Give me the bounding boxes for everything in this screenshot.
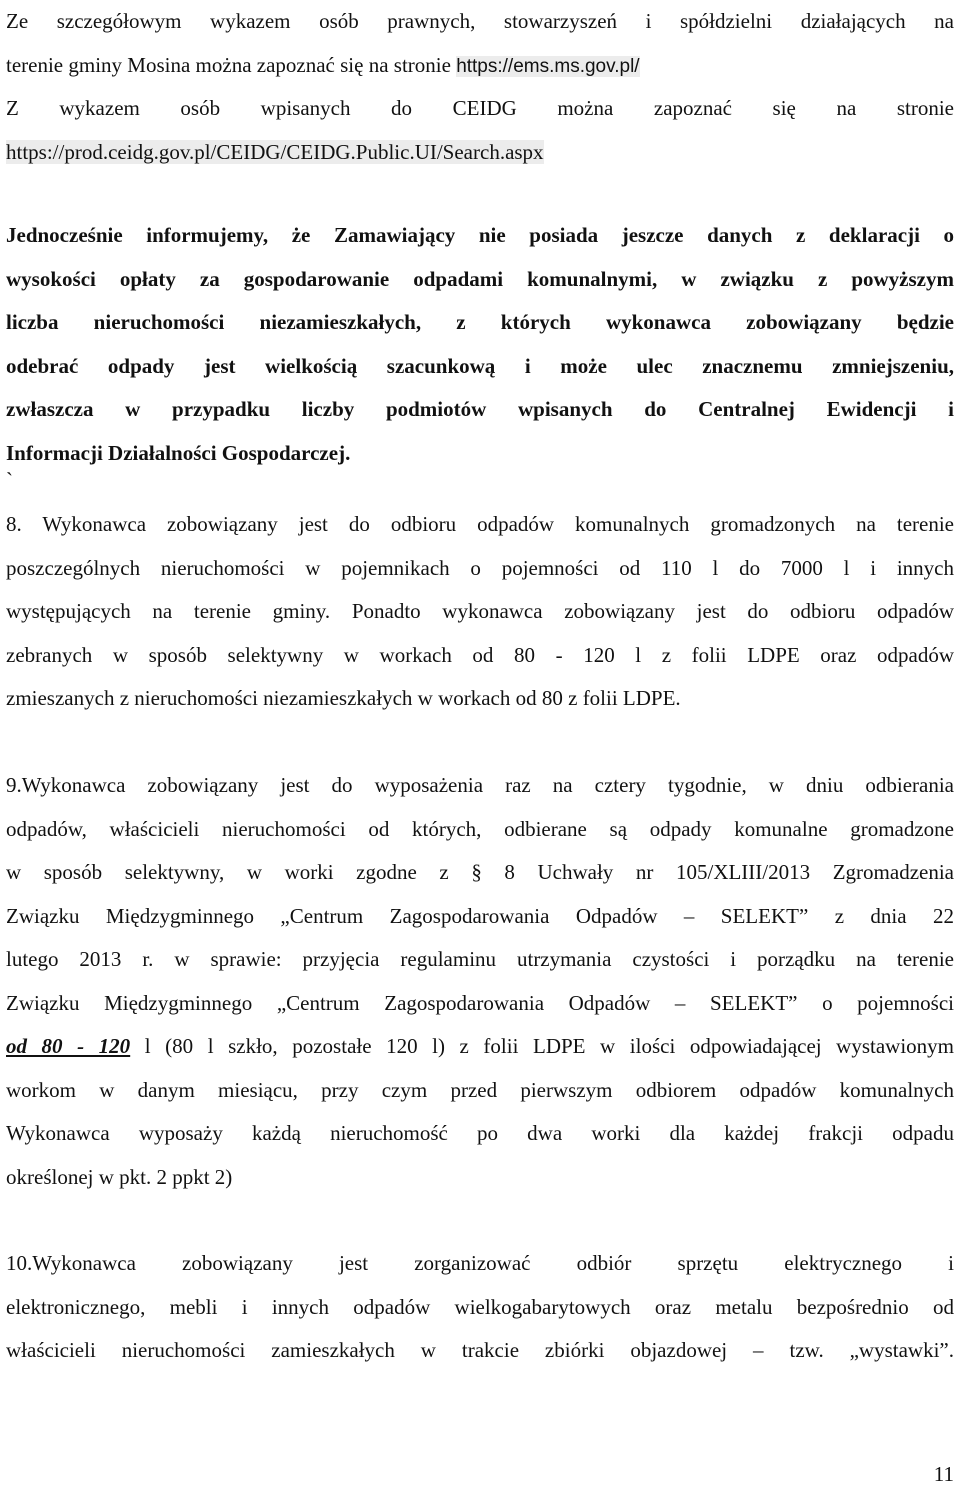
text-segment: l (80 l szkło, pozostałe 120 l) z folii LDPE w ilości odpowiadającej wystawionym	[130, 1034, 954, 1058]
text-line: określonej w pkt. 2 ppkt 2)	[6, 1164, 233, 1189]
text-line: zwłaszcza w przypadku liczby podmiotów wpisanych do Centralnej Ewidencji i	[6, 397, 954, 421]
text-line: zmieszanych z nieruchomości niezamieszkałych w workach od 80 z folii LDPE.	[6, 686, 681, 710]
ceidg-link[interactable]: https://prod.ceidg.gov.pl/CEIDG/CEIDG.Public.UI/Search.aspx	[6, 139, 544, 164]
text-line: liczba nieruchomości niezamieszkałych, z których wykonawca zobowiązany będzie	[6, 310, 954, 334]
text-segment: terenie gminy Mosina można zapoznać się na stronie	[6, 52, 457, 77]
notice-paragraph	[6, 214, 954, 475]
text-line: właścicieli nieruchomości zamieszkałych w trakcie zbiórki objazdowej – tzw. „wystawki”.	[6, 1338, 954, 1362]
text-line: Wykonawca wyposaży każdą nieruchomość po dwa worki dla każdej frakcji odpadu	[6, 1121, 954, 1145]
text-line: Związku Międzygminnego „Centrum Zagospodarowania Odpadów – SELEKT” z dnia 22	[6, 903, 954, 928]
text-line	[6, 1025, 954, 1069]
text-line: elektronicznego, mebli i innych odpadów wielkogabarytowych oraz metalu bezpośrednio od	[6, 1294, 954, 1319]
text-line	[6, 44, 954, 88]
text-line: Związku Międzygminnego „Centrum Zagospodarowania Odpadów – SELEKT” o pojemności	[6, 990, 954, 1015]
text-line	[6, 131, 954, 175]
text-line: poszczególnych nieruchomości w pojemnikach o pojemności od 110 l do 7000 l i innych	[6, 555, 954, 580]
stray-mark: `	[6, 468, 13, 492]
page-number: 11	[933, 1462, 954, 1486]
text-line: Ze szczegółowym wykazem osób prawnych, stowarzyszeń i spółdzielni działających na	[6, 9, 954, 33]
text-line: zebranych w sposób selektywny w workach od 80 - 120 l z folii LDPE oraz odpadów	[6, 642, 954, 667]
text-line: lutego 2013 r. w sprawie: przyjęcia regulaminu utrzymania czystości i porządku na terenie	[6, 947, 954, 971]
text-line: odebrać odpady jest wielkością szacunkową i może ulec znacznemu zmniejszeniu,	[6, 353, 954, 378]
text-line: 8. Wykonawca zobowiązany jest do odbioru odpadów komunalnych gromadzonych na terenie	[6, 512, 954, 536]
text-line: Informacji Działalności Gospodarczej.	[6, 440, 351, 465]
text-line: Z wykazem osób wpisanych do CEIDG można zapoznać się na stronie	[6, 96, 954, 120]
intro-paragraph	[6, 0, 954, 174]
text-line: w sposób selektywny, w worki zgodne z § 8 Uchwały nr 105/XLIII/2013 Zgromadzenia	[6, 860, 954, 884]
text-line: wysokości opłaty za gospodarowanie odpadami komunalnymi, w związku z powyższym	[6, 266, 954, 291]
text-line: 10.Wykonawca zobowiązany jest zorganizować odbiór sprzętu elektrycznego i	[6, 1251, 954, 1275]
section-10	[6, 1242, 954, 1373]
text-line: odpadów, właścicieli nieruchomości od których, odbierane są odpady komunalne gromadzone	[6, 816, 954, 841]
underlined-range: od 80 - 120	[6, 1034, 131, 1058]
text-line: 9.Wykonawca zobowiązany jest do wyposażenia raz na cztery tygodnie, w dniu odbierania	[6, 773, 954, 797]
text-line: występujących na terenie gminy. Ponadto wykonawca zobowiązany jest do odbioru odpadów	[6, 599, 954, 623]
section-9	[6, 764, 954, 1199]
text-line: workom w danym miesiącu, przy czym przed pierwszym odbiorem odpadów komunalnych	[6, 1077, 954, 1102]
ems-link[interactable]: https://ems.ms.gov.pl/	[456, 55, 640, 77]
section-8	[6, 503, 954, 721]
text-line: Jednocześnie informujemy, że Zamawiający nie posiada jeszcze danych z deklaracji o	[6, 223, 954, 247]
